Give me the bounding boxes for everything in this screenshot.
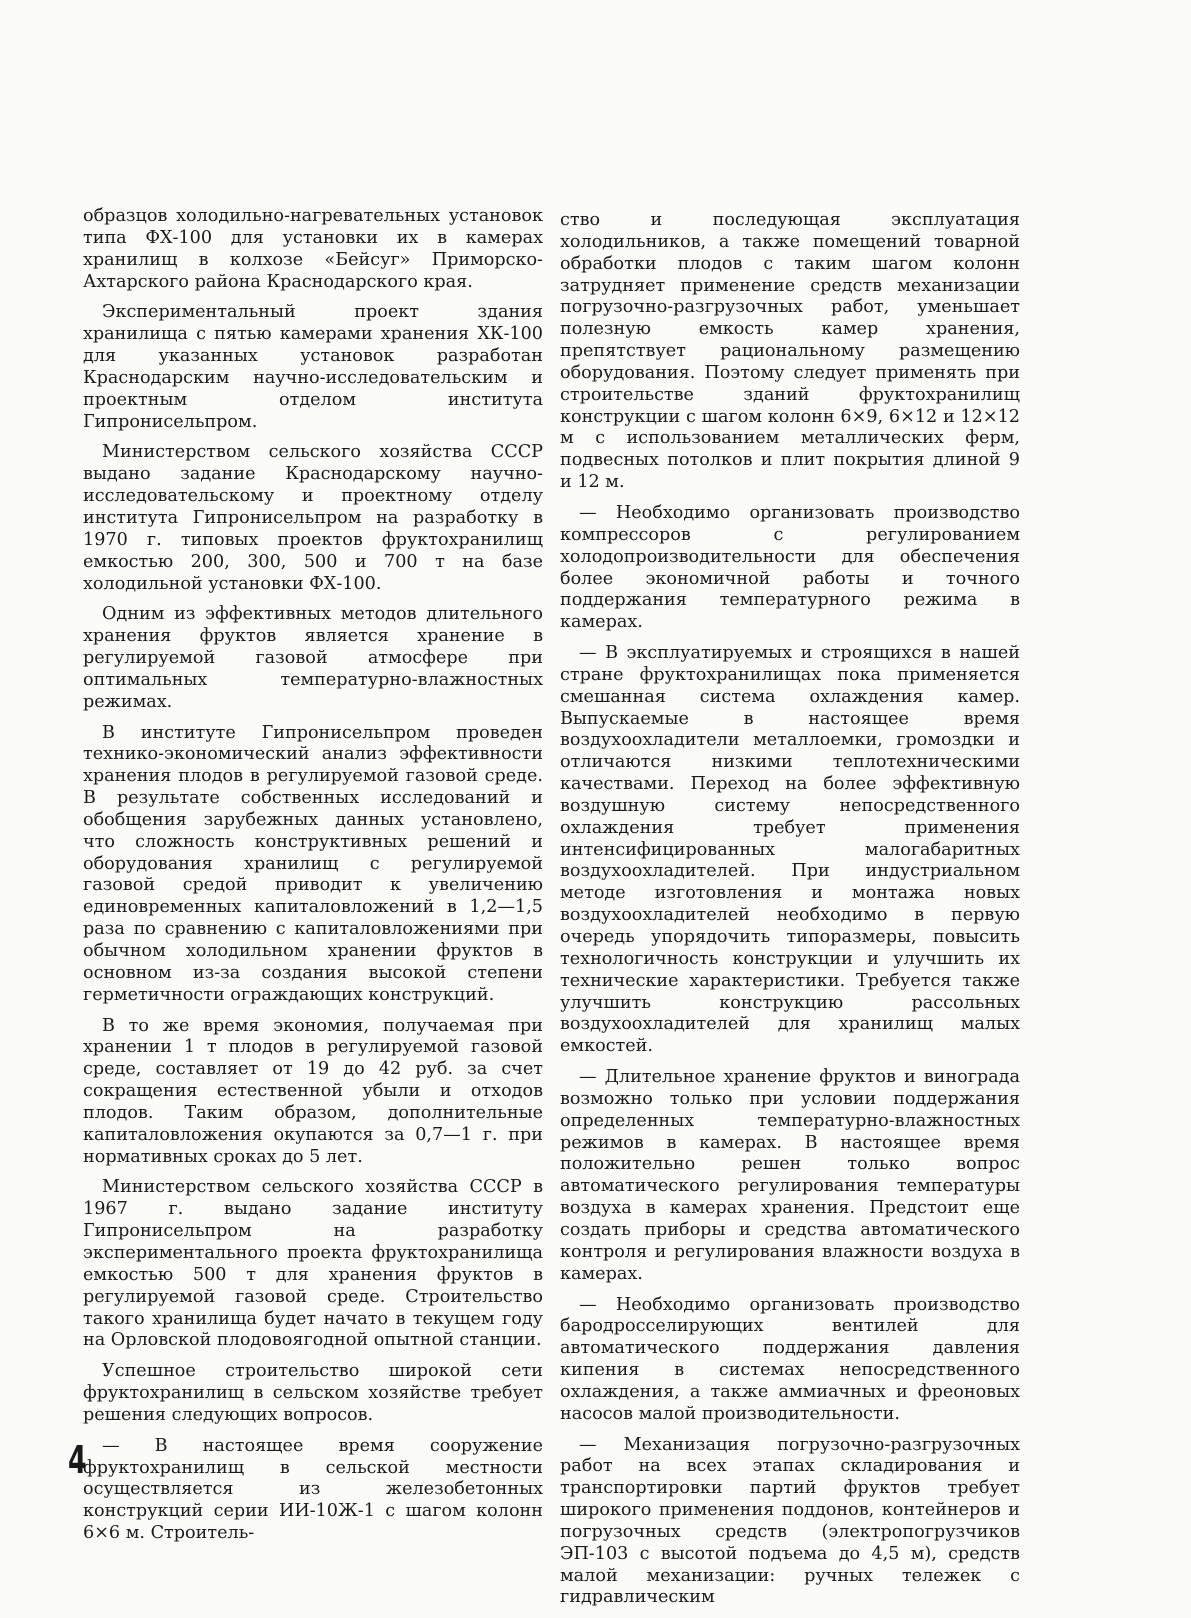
paragraph: Министерством сельского хозяйства СССР выдано задание Краснодарскому научно-исследовательскому и проектному отделу института Гипронисельпром на разработку в 1970 г. типовых проектов фруктохранилищ емкостью 200, 300, 500 и 700 т на базе холодильной установки ФХ-100. (83, 442, 543, 594)
paragraph: — В настоящее время сооружение фруктохранилищ в сельской местности осуществляется из железобетонных конструкций серии ИИ-10Ж-1 с шагом колонн 6×6 м. Строитель- (83, 1435, 543, 1544)
paragraph: — Длительное хранение фруктов и винограда возможно только при условии поддержания определенных температурно-влажностных режимов в камерах. В настоящее время положительно решен только вопрос автоматического регулирования температуры воздуха в камерах хранения. Предстоит еще создать приборы и средства автоматического контроля и регулирования влажности воздуха в камерах. (560, 1067, 1020, 1284)
paragraph: Успешное строительство широкой сети фруктохранилищ в сельском хозяйстве требует решения следующих вопросов. (83, 1361, 543, 1425)
right-column (560, 210, 1020, 1618)
paragraph: Министерством сельского хозяйства СССР в 1967 г. выдано задание институту Гипронисельпром на разработку экспериментального проекта фруктохранилища емкостью 500 т для хранения фруктов в регулируемой газовой среде. Строительство такого хранилища будет начато в текущем году на Орловской плодовоягодной опытной станции. (83, 1177, 543, 1351)
paragraph: образцов холодильно-нагревательных установок типа ФХ-100 для установки их в камерах хранилищ в колхозе «Бейсуг» Приморско-Ахтарского района Краснодарского края. (83, 206, 543, 292)
paragraph: Одним из эффективных методов длительного хранения фруктов является хранение в регулируемой газовой атмосфере при оптимальных температурно-влажностных режимах. (83, 604, 543, 712)
page-number: 4 (68, 1438, 87, 1482)
paragraph: В институте Гипронисельпром проведен технико-экономический анализ эффективности хранения плодов в регулируемой газовой среде. В результате собственных исследований и обобщения зарубежных данных установлено, что сложность конструктивных решений и оборудования хранилищ с регулируемой газовой средой приводит к увеличению единовременных капиталовложений в 1,2—1,5 раза по сравнению с капиталовложениями при обычном холодильном хранении фруктов в основном из-за создания высокой степени герметичности ограждающих конструкций. (83, 722, 543, 1005)
paragraph: Экспериментальный проект здания хранилища с пятью камерами хранения ХК-100 для указанных установок разработан Краснодарским научно-исследовательским и проектным отделом института Гипронисельпром. (83, 302, 543, 432)
paragraph: — Механизация погрузочно-разгрузочных работ на всех этапах складирования и транспортировки партий фруктов требует широкого применения поддонов, контейнеров и погрузочных средств (электропогрузчиков ЭП-103 с высотой подъема до 4,5 м), средств малой механизации: ручных тележек с гидравлическим (560, 1434, 1020, 1608)
paragraph: — Необходимо организовать производство компрессоров с регулированием холодопроизводительности для обеспечения более экономичной работы и точного поддержания температурного режима в камерах. (560, 502, 1020, 633)
paragraph: — В эксплуатируемых и строящихся в нашей стране фруктохранилищах пока применяется смешанная система охлаждения камер. Выпускаемые в настоящее время воздухоохладители металлоемки, громоздки и отличаются низкими теплотехническими качествами. Переход на более эффективную воздушную систему непосредственного охлаждения требует применения интенсифицированных малогабаритных воздухоохладителей. При индустриальном методе изготовления и монтажа новых воздухоохладителей необходимо в первую очередь упорядочить типоразмеры, повысить технологичность конструкции и улучшить их технические характеристики. Требуется также улучшить конструкцию рассольных воздухоохладителей для хранилищ малых емкостей. (560, 643, 1020, 1057)
left-column (83, 206, 543, 1554)
paragraph: ство и последующая эксплуатация холодильников, а также помещений товарной обработки плодов с таким шагом колонн затрудняет применение средств механизации погрузочно-разгрузочных работ, уменьшает полезную емкость камер хранения, препятствует рациональному размещению оборудования. Поэтому следует применять при строительстве зданий фруктохранилищ конструкции с шагом колонн 6×9, 6×12 и 12×12 м с использованием металлических ферм, подвесных потолков и плит покрытия длиной 9 и 12 м. (560, 210, 1020, 493)
paragraph: — Необходимо организовать производство бародросселирующих вентилей для автоматического поддержания давления кипения в системах непосредственного охлаждения, а также аммиачных и фреоновых насосов малой производительности. (560, 1294, 1020, 1424)
paragraph: В то же время экономия, получаемая при хранении 1 т плодов в регулируемой газовой среде, составляет от 19 до 42 руб. за счет сокращения естественной убыли и отходов плодов. Таким образом, дополнительные капиталовложения окупаются за 0,7—1 г. при нормативных сроках до 5 лет. (83, 1015, 543, 1167)
